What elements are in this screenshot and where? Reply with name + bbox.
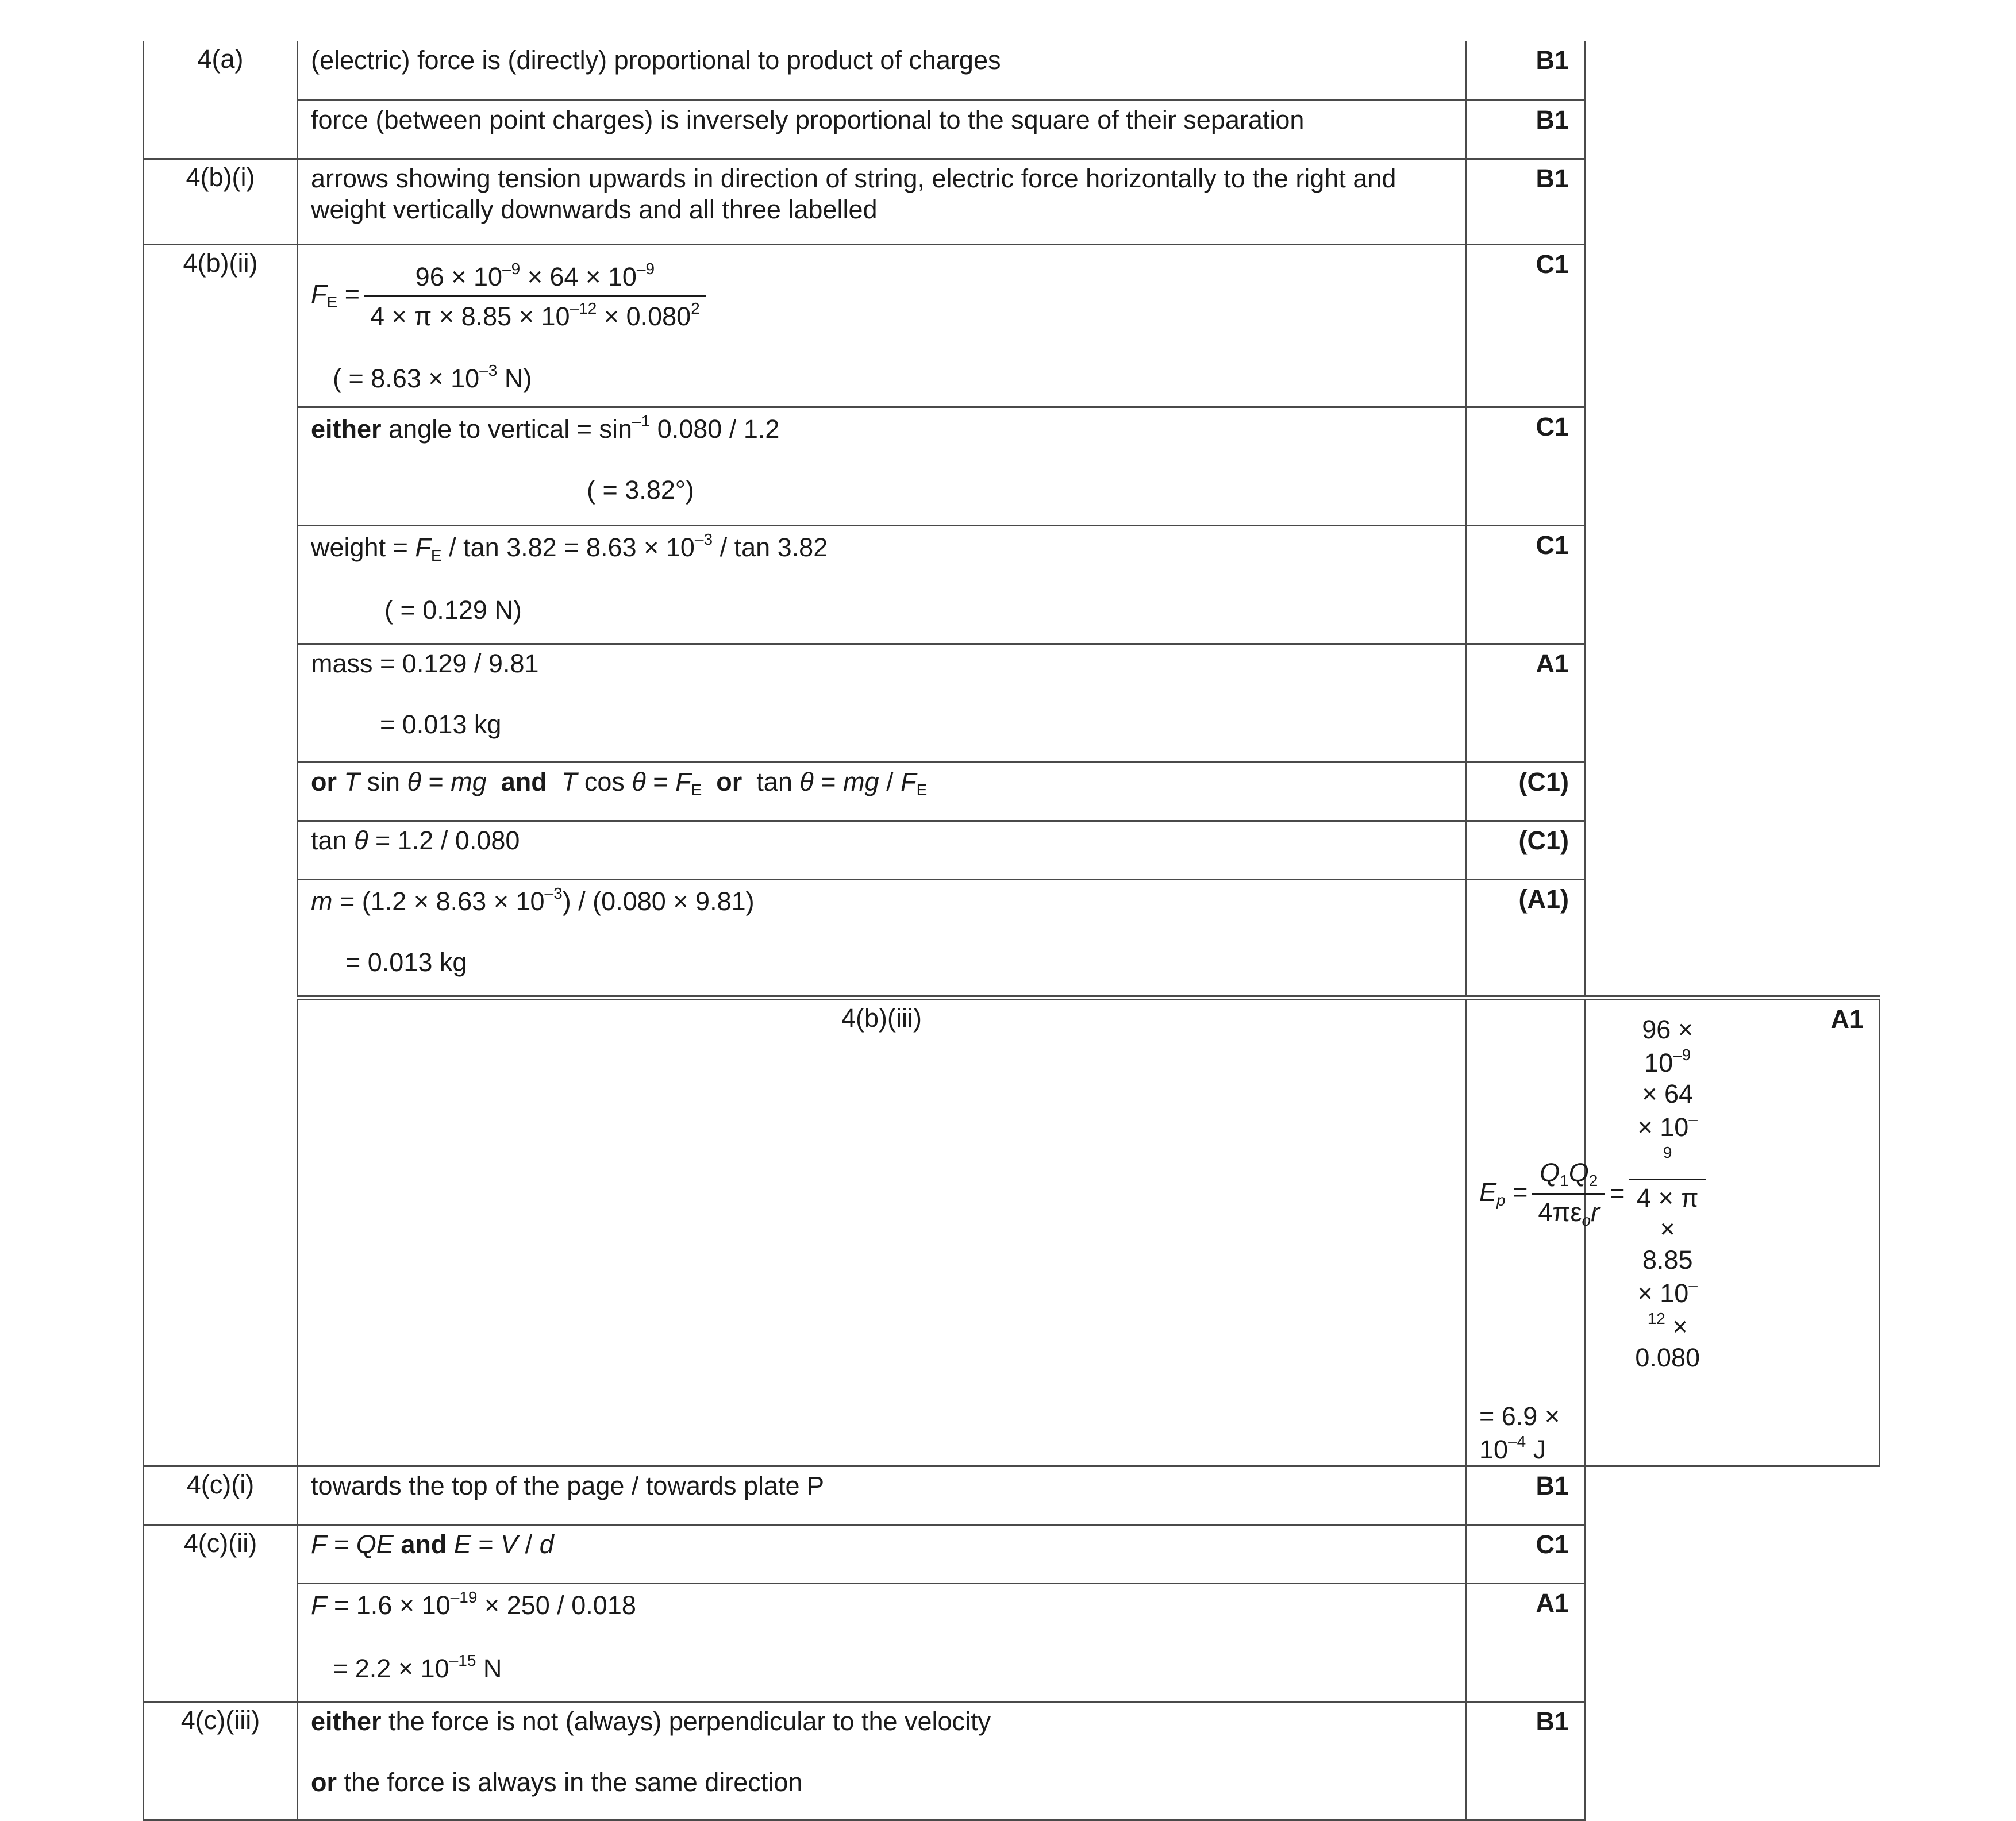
table-row [144,159,1880,244]
question-number: 4(b)(ii) [144,244,298,1466]
answer-text: force (between point charges) is inversely proportional to the square of their separation [298,100,1466,159]
result-line: ( = $8.63 \times 10^{-3}$ N) [333,361,532,393]
mark: A1 [1585,998,1880,1466]
mark-scheme-table [143,41,1880,1821]
mark: C1 [1466,407,1585,525]
table-row [144,525,1880,644]
mark: B1 [1466,41,1585,100]
answer-cell: tan θ = 1.2 / 0.080 [298,821,1466,879]
fraction: $\frac{96 \times 10^{-9} \times 64 \times 10^{-9}}{4 \times \pi \times 8.85 \times 10^{-12} \times 0.080}$ [1629,1014,1706,1373]
answer-cell: weight = $F_E / \tan 3.82 = 8.63 \times 10^{-3} / \tan 3.82$ ( = 0.129 N) [298,525,1466,644]
table-row [144,1524,1880,1583]
answer-cell [1466,998,1700,1466]
answer-cell: or T sin θ = mg and T $\cos \theta = F_E$ or tan θ = mg / $F_E$ [298,762,1466,821]
table-row [144,821,1880,879]
result-line: = $6.9 \times 10^{-4}$ J [1479,1401,1560,1464]
mark: B1 [1466,100,1585,159]
mark: (A1) [1466,879,1585,998]
question-number: 4(b)(i) [144,159,298,244]
answer-cell [298,244,1466,407]
answer-cell: mass = 0.129 / 9.81 = 0.013 kg [298,644,1466,762]
table-row [144,879,1880,998]
fraction: $\frac{Q_1Q_2}{4\pi\varepsilon_or}$ [1532,1157,1605,1230]
table-row [144,244,1880,407]
fraction: $\frac{96 \times 10^{-9} \times 64 \times 10^{-9}}{4 \times \pi \times 8.85 \times 10^{-12} \times 0.080^2}$ [364,259,706,332]
table-row [144,644,1880,762]
table-row [144,762,1880,821]
question-number: 4(c)(iii) [144,1701,298,1820]
mark: C1 [1466,525,1585,644]
table-row [144,1583,1880,1701]
mark: B1 [1466,1701,1585,1820]
answer-cell: $m = (1.2 \times 8.63 \times 10^{-3}) / (0.080 \times 9.81)$ = 0.013 kg [298,879,1466,998]
answer-cell: either the force is not (always) perpendicular to the velocity or the force is always in the same direction [298,1701,1466,1820]
answer-text: (electric) force is (directly) proportional to product of charges [298,41,1466,100]
mark: C1 [1466,1524,1585,1583]
equation: $F_E$ = $\frac{96 \times 10^{-9} \times 64 \times 10^{-9}}{4 \times \pi \times 8.85 \times 10^{-12} \times 0.080^2}$ [311,259,1452,332]
question-number: 4(b)(iii) [298,998,1466,1466]
table-row [144,407,1880,525]
mark: B1 [1466,1466,1585,1524]
mark: B1 [1466,159,1585,244]
table-row [144,1701,1880,1820]
table-row [144,41,1880,100]
mark: C1 [1466,244,1585,407]
mark: A1 [1466,644,1585,762]
equation: $E_p$ = $\frac{Q_1Q_2}{4\pi\varepsilon_or}$ = $\frac{96 \times 10^{-9} \times 64 \times 10^{-9}}{4 \times \pi \times 8.85 \times 10^{-12} \times 0.080}$ [1479,1014,1571,1373]
mark: (C1) [1466,762,1585,821]
table-row [144,100,1880,159]
answer-cell: $F = 1.6 \times 10^{-19} \times 250 / 0.018$ = $2.2 \times 10^{-15}$ N [298,1583,1466,1701]
question-number: 4(a) [144,41,298,159]
answer-cell: F = QE and E = V / d [298,1524,1466,1583]
table-row [144,1466,1880,1524]
table-row [144,998,1880,1466]
answer-text: towards the top of the page / towards plate P [298,1466,1466,1524]
mark: (C1) [1466,821,1585,879]
answer-text: arrows showing tension upwards in direction of string, electric force horizontally to the right and weight vertically downwards and all three labelled [298,159,1466,244]
question-number: 4(c)(ii) [144,1524,298,1701]
answer-cell: either angle to vertical = $\sin^{-1} 0.080 / 1.2$ ( = 3.82°) [298,407,1466,525]
question-number: 4(c)(i) [144,1466,298,1524]
mark: A1 [1466,1583,1585,1701]
